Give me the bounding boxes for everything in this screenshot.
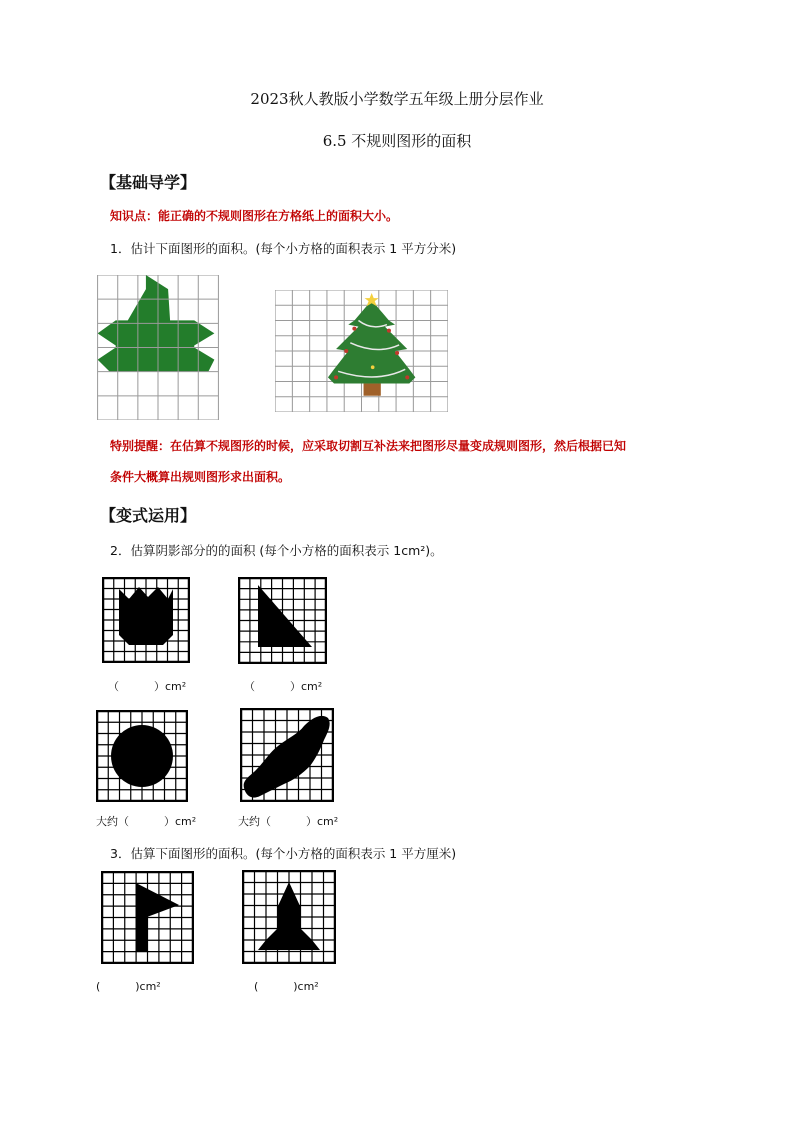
grid-figure-tulip (102, 577, 190, 663)
grid-figure-circle (96, 710, 188, 802)
special-tip-line-1: 特别提醒：在估算不规图形的时候，应采取切割互补法来把图形尽量变成规则图形，然后根据已知 (110, 439, 627, 453)
grid-figure-green-sailboat (97, 275, 219, 420)
about-label-d: 大约 (238, 815, 260, 828)
grid-figure-tree (242, 870, 336, 964)
grid-figure-triangle (238, 577, 327, 664)
answer-blank-f[interactable]: ( )cm² (254, 980, 319, 993)
special-tip-line-2: 条件大概算出规则图形求出面积。 (110, 470, 291, 484)
knowledge-point: 知识点：能正确的不规则图形在方格纸上的面积大小。 (110, 209, 399, 223)
answer-blank-c[interactable] (96, 813, 196, 829)
page-title: 2023秋人教版小学数学五年级上册分层作业 (250, 90, 544, 108)
grid-figure-leaf (240, 708, 334, 802)
answer-blank-b[interactable]: （ ）cm² (244, 680, 323, 693)
blank-c-parens: （ ）cm² (118, 815, 197, 828)
question-1: 1．估计下面图形的面积。(每个小方格的面积表示 1 平方分米) (110, 241, 457, 256)
blank-d-parens: （ ）cm² (260, 815, 339, 828)
question-3: 3．估算下面图形的面积。(每个小方格的面积表示 1 平方厘米) (110, 846, 457, 861)
section-heading-variant: 【变式运用】 (100, 506, 197, 525)
about-label-c: 大约 (96, 815, 118, 828)
answer-blank-a[interactable]: （ ）cm² (108, 680, 187, 693)
question-2: 2．估算阴影部分的的面积 (每个小方格的面积表示 1cm²)。 (110, 543, 443, 558)
section-heading-basic: 【基础导学】 (100, 173, 197, 192)
grid-figure-christmas-tree (275, 290, 448, 412)
answer-blank-e[interactable]: ( )cm² (96, 980, 161, 993)
page-subtitle: 6.5 不规则图形的面积 (322, 132, 472, 150)
grid-figure-flag (101, 871, 194, 964)
answer-blank-d[interactable] (238, 813, 338, 829)
